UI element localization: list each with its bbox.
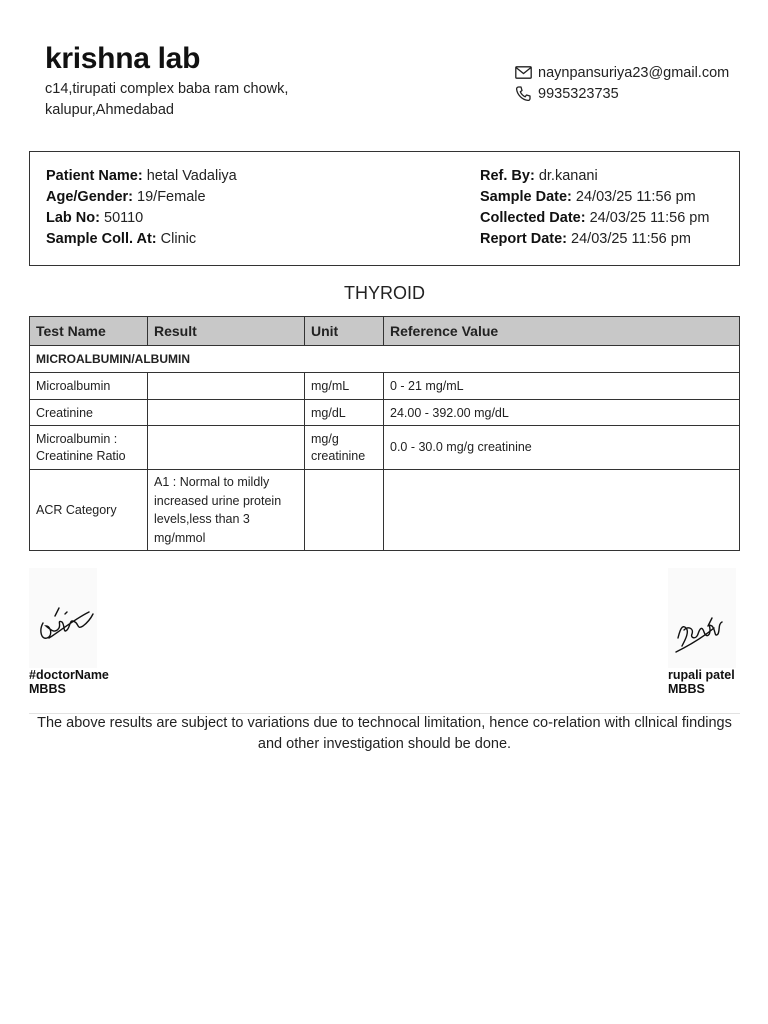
report-header [45, 42, 745, 132]
pathologist-name: rupali patel [668, 668, 735, 682]
report-date-label: Report Date: [480, 231, 568, 247]
lab-no-label: Lab No: [46, 210, 100, 226]
column-header: Unit [305, 317, 384, 346]
collected-date: 24/03/25 11:56 pm [589, 210, 710, 226]
test-name: ACR Category [30, 470, 148, 551]
age-gender: 19/Female [137, 189, 206, 205]
test-name: Creatinine [30, 400, 148, 426]
report-date: 24/03/25 11:56 pm [571, 231, 691, 247]
report-dates [480, 166, 709, 250]
ref-by-label: Ref. By: [480, 168, 535, 184]
table-row [30, 373, 740, 400]
test-name: Microalbumin [30, 373, 148, 400]
sample-coll-at: Clinic [160, 231, 197, 247]
pathologist-signature-image [668, 568, 736, 668]
ref-by: dr.kanani [538, 168, 598, 184]
test-reference: 0 - 21 mg/mL [384, 373, 740, 400]
table-header-row [30, 317, 740, 346]
column-header: Reference Value [384, 317, 740, 346]
group-label: MICROALBUMIN/ALBUMIN [30, 346, 740, 373]
group-row [30, 346, 740, 373]
doctor-name: #doctorName [29, 668, 109, 682]
test-reference: 0.0 - 30.0 mg/g creatinine [384, 426, 740, 470]
age-gender-label: Age/Gender: [46, 189, 134, 205]
doctor-signature-block [29, 568, 109, 696]
test-result [148, 373, 305, 400]
test-unit: mg/dL [305, 400, 384, 426]
lab-address: c14,tirupati complex baba ram chowk, kalupur,Ahmedabad [45, 81, 289, 118]
sample-date: 24/03/25 11:56 pm [575, 189, 696, 205]
test-unit [305, 470, 384, 551]
lab-phone[interactable]: 9935323735 [538, 85, 619, 102]
test-name: Microalbumin : Creatinine Ratio [30, 426, 148, 470]
patient-name: hetal Vadaliya [146, 168, 237, 184]
sample-coll-label: Sample Coll. At: [46, 231, 157, 247]
patient-name-label: Patient Name: [46, 168, 143, 184]
results-table [29, 316, 740, 551]
doctor-signature-image [29, 568, 97, 668]
test-unit: mg/g creatinine [305, 426, 384, 470]
test-reference: 24.00 - 392.00 mg/dL [384, 400, 740, 426]
doctor-degree: MBBS [29, 682, 66, 696]
collected-date-label: Collected Date: [480, 210, 586, 226]
phone-row [515, 83, 729, 104]
test-result [148, 426, 305, 470]
lab-email[interactable]: naynpansuriya23@gmail.com [538, 64, 730, 81]
lab-no: 50110 [104, 210, 144, 226]
email-row [515, 62, 729, 83]
pathologist-degree: MBBS [668, 682, 705, 696]
table-row [30, 426, 740, 470]
patient-details [46, 166, 237, 250]
test-result [148, 400, 305, 426]
test-result: A1 : Normal to mildly increased urine protein levels,less than 3 mg/mmol [148, 470, 305, 551]
mail-icon [515, 66, 532, 79]
pathologist-signature-block [668, 568, 736, 696]
lab-name: krishna lab [45, 42, 201, 75]
disclaimer-text: The above results are subject to variations due to technocal limitation, hence co-relation with cllnical findings and other investigation should be done. [37, 715, 732, 752]
test-unit: mg/mL [305, 373, 384, 400]
section-title: THYROID [344, 283, 425, 303]
phone-icon [515, 86, 532, 102]
table-row [30, 470, 740, 551]
column-header: Result [148, 317, 305, 346]
patient-info-box [29, 151, 740, 266]
sample-date-label: Sample Date: [480, 189, 572, 205]
column-header: Test Name [30, 317, 148, 346]
test-reference [384, 470, 740, 551]
contact-info [515, 62, 729, 104]
table-row [30, 400, 740, 426]
